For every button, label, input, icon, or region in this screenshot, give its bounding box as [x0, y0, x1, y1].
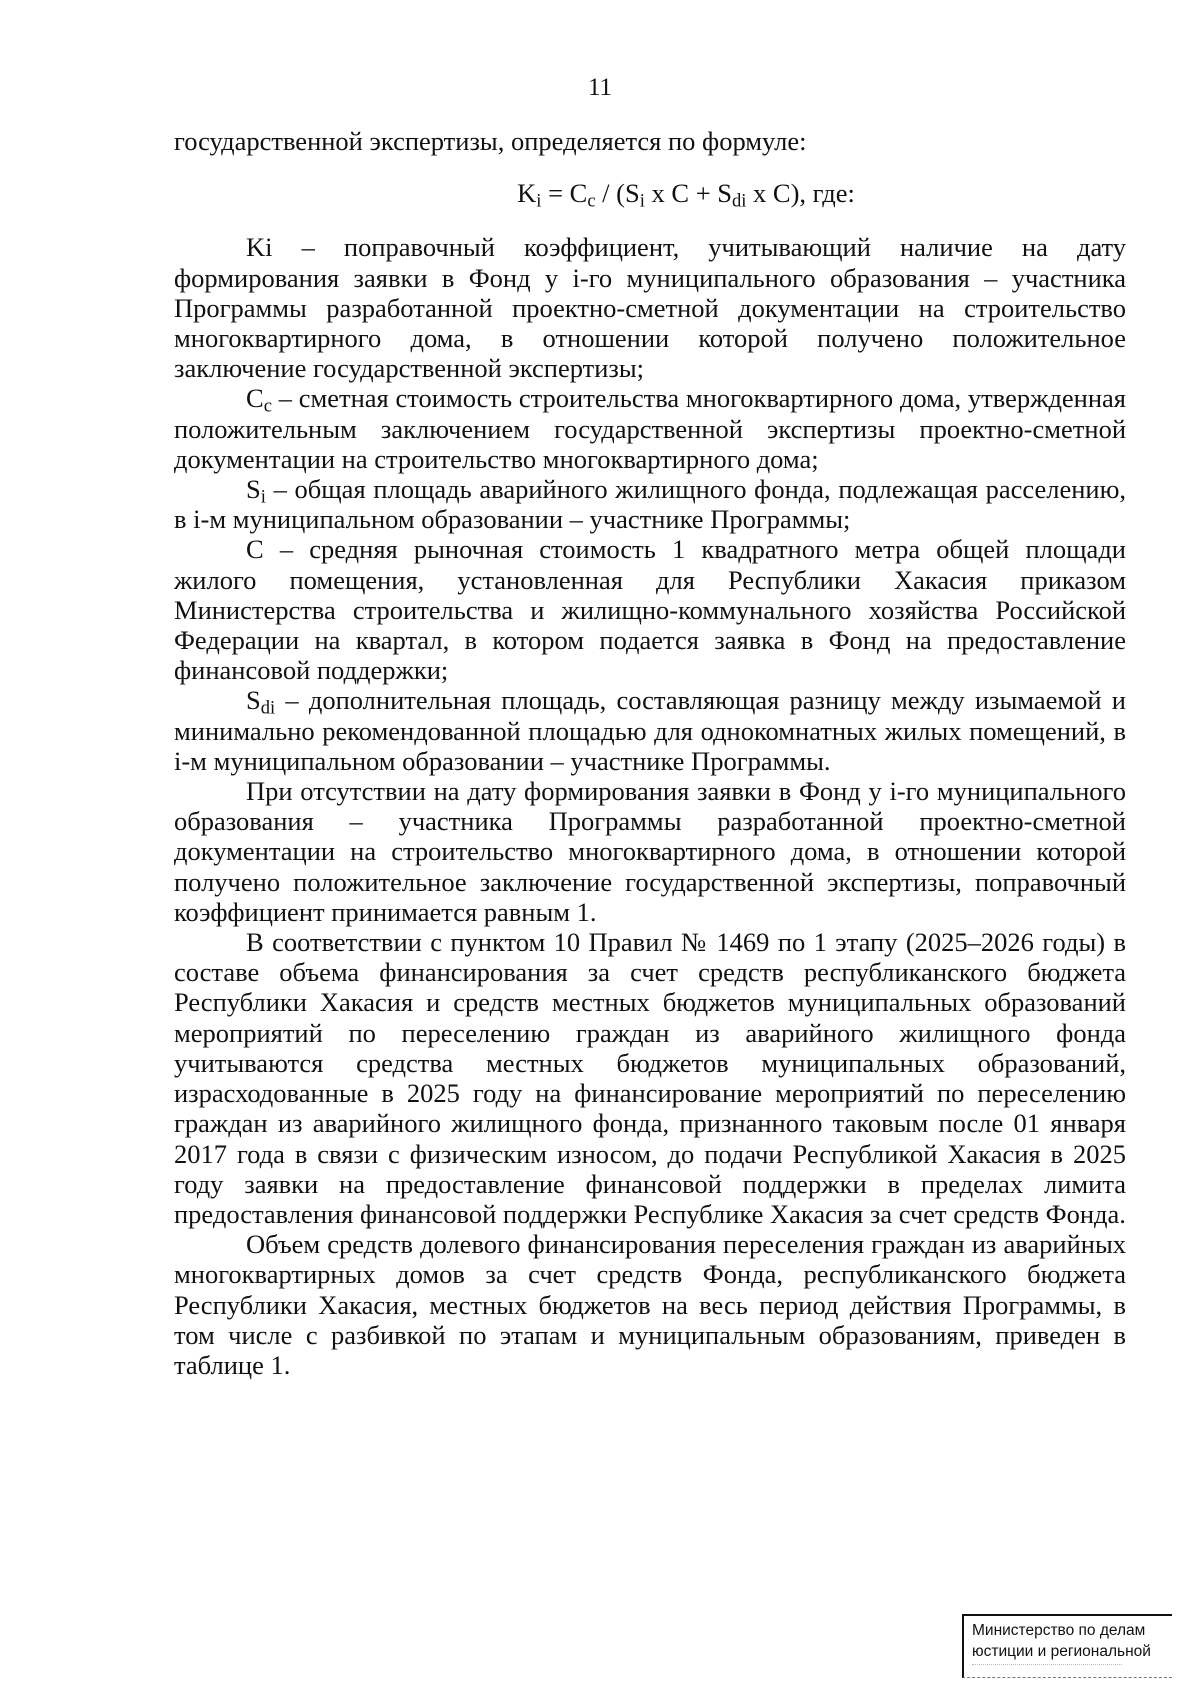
formula-cc-sub: c [587, 190, 596, 212]
cc-sub: c [263, 396, 272, 418]
intro-line: государственной экспертизы, определяется по формуле: [174, 126, 807, 156]
definition-sdi [174, 685, 1126, 776]
formula-si-sub: i [639, 190, 645, 212]
cc-symbol: C [246, 383, 264, 414]
sdi-symbol: S [246, 685, 261, 716]
ministry-stamp [962, 1614, 1172, 1678]
formula-end: x C), где: [746, 178, 855, 209]
definition-cc [174, 383, 1126, 474]
definition-c: C – средняя рыночная стоимость 1 квадратного метра общей площади жилого помещения, установленная для Республики Хакасия приказом Министерства строительства и жилищно-коммунального хозяйства Российской Федерации на квартал, в котором подается заявка в Фонд на предоставление финансовой поддержки; [174, 534, 1126, 686]
formula [174, 178, 1126, 212]
formula-k-sub: i [536, 190, 542, 212]
paragraph-volume: Объем средств долевого финансирования переселения граждан из аварийных многоквартирных домов за счет средств Фонда, республиканского бюджета Республики Хакасия, местных бюджетов на весь период действия Программы, в том числе с разбивкой по этапам и муниципальным образованиям, приведен в таблице 1. [174, 1229, 1126, 1380]
definition-si [174, 474, 1126, 534]
stamp-line-1: Министерство по делам [972, 1622, 1146, 1639]
stamp-line-2: юстиции и региональной [972, 1643, 1151, 1660]
formula-mid2: x C + S [644, 178, 732, 209]
stamp-faded-line [972, 1664, 1122, 1665]
formula-sdi-sub: di [732, 190, 747, 212]
paragraph-absence: При отсутствии на дату формирования заявки в Фонд у i-го муниципального образования – участника Программы разработанной проектно-сметной документации на строительство многоквартирного дома, в отношении которой получено положительное заключение государственной экспертизы, поправочный коэффициент принимается равным 1. [174, 776, 1126, 927]
sdi-sub: di [260, 698, 276, 720]
sdi-text: – дополнительная площадь, составляющая разницу между изымаемой и минимально рекомендованной площадью для однокомнатных жилых помещений, в i-м муниципальном образовании – участнике Программы. [174, 685, 1126, 776]
cc-text: – сметная стоимость строительства многоквартирного дома, утвержденная положительным заключением государственной экспертизы проектно-сметной документации на строительство многоквартирного дома; [174, 383, 1126, 474]
formula-k: K [517, 178, 537, 209]
paragraph-rules: В соответствии с пунктом 10 Правил № 1469 по 1 этапу (2025–2026 годы) в составе объема финансирования за счет средств республиканского бюджета Республики Хакасия и средств местных бюджетов муниципальных образований мероприятий по переселению граждан из аварийного жилищного фонда учитываются средства местных бюджетов муниципальных образований, израсходованные в 2025 году на финансирование мероприятий по переселению граждан из аварийного жилищного фонда, признанного таковым после 01 января 2017 года в связи с физическим износом, до подачи Республикой Хакасия в 2025 году заявки на предоставление финансовой поддержки в пределах лимита предоставления финансовой поддержки Республике Хакасия за счет средств Фонда. [174, 927, 1126, 1229]
document-body [174, 126, 1126, 1380]
si-symbol: S [246, 474, 261, 505]
si-text: – общая площадь аварийного жилищного фонда, подлежащая расселению, в i-м муниципальном образовании – участнике Программы; [174, 474, 1126, 535]
definition-ki: Ki – поправочный коэффициент, учитывающий наличие на дату формирования заявки в Фонд у i-го муниципального образования – участника Программы разработанной проектно-сметной документации на строительство многоквартирного дома, в отношении которой получено положительное заключение государственной экспертизы; [174, 232, 1126, 384]
page-number: 11 [587, 74, 613, 101]
formula-eq: = C [541, 178, 588, 209]
si-sub: i [260, 486, 266, 508]
formula-mid1: / (S [595, 178, 640, 209]
